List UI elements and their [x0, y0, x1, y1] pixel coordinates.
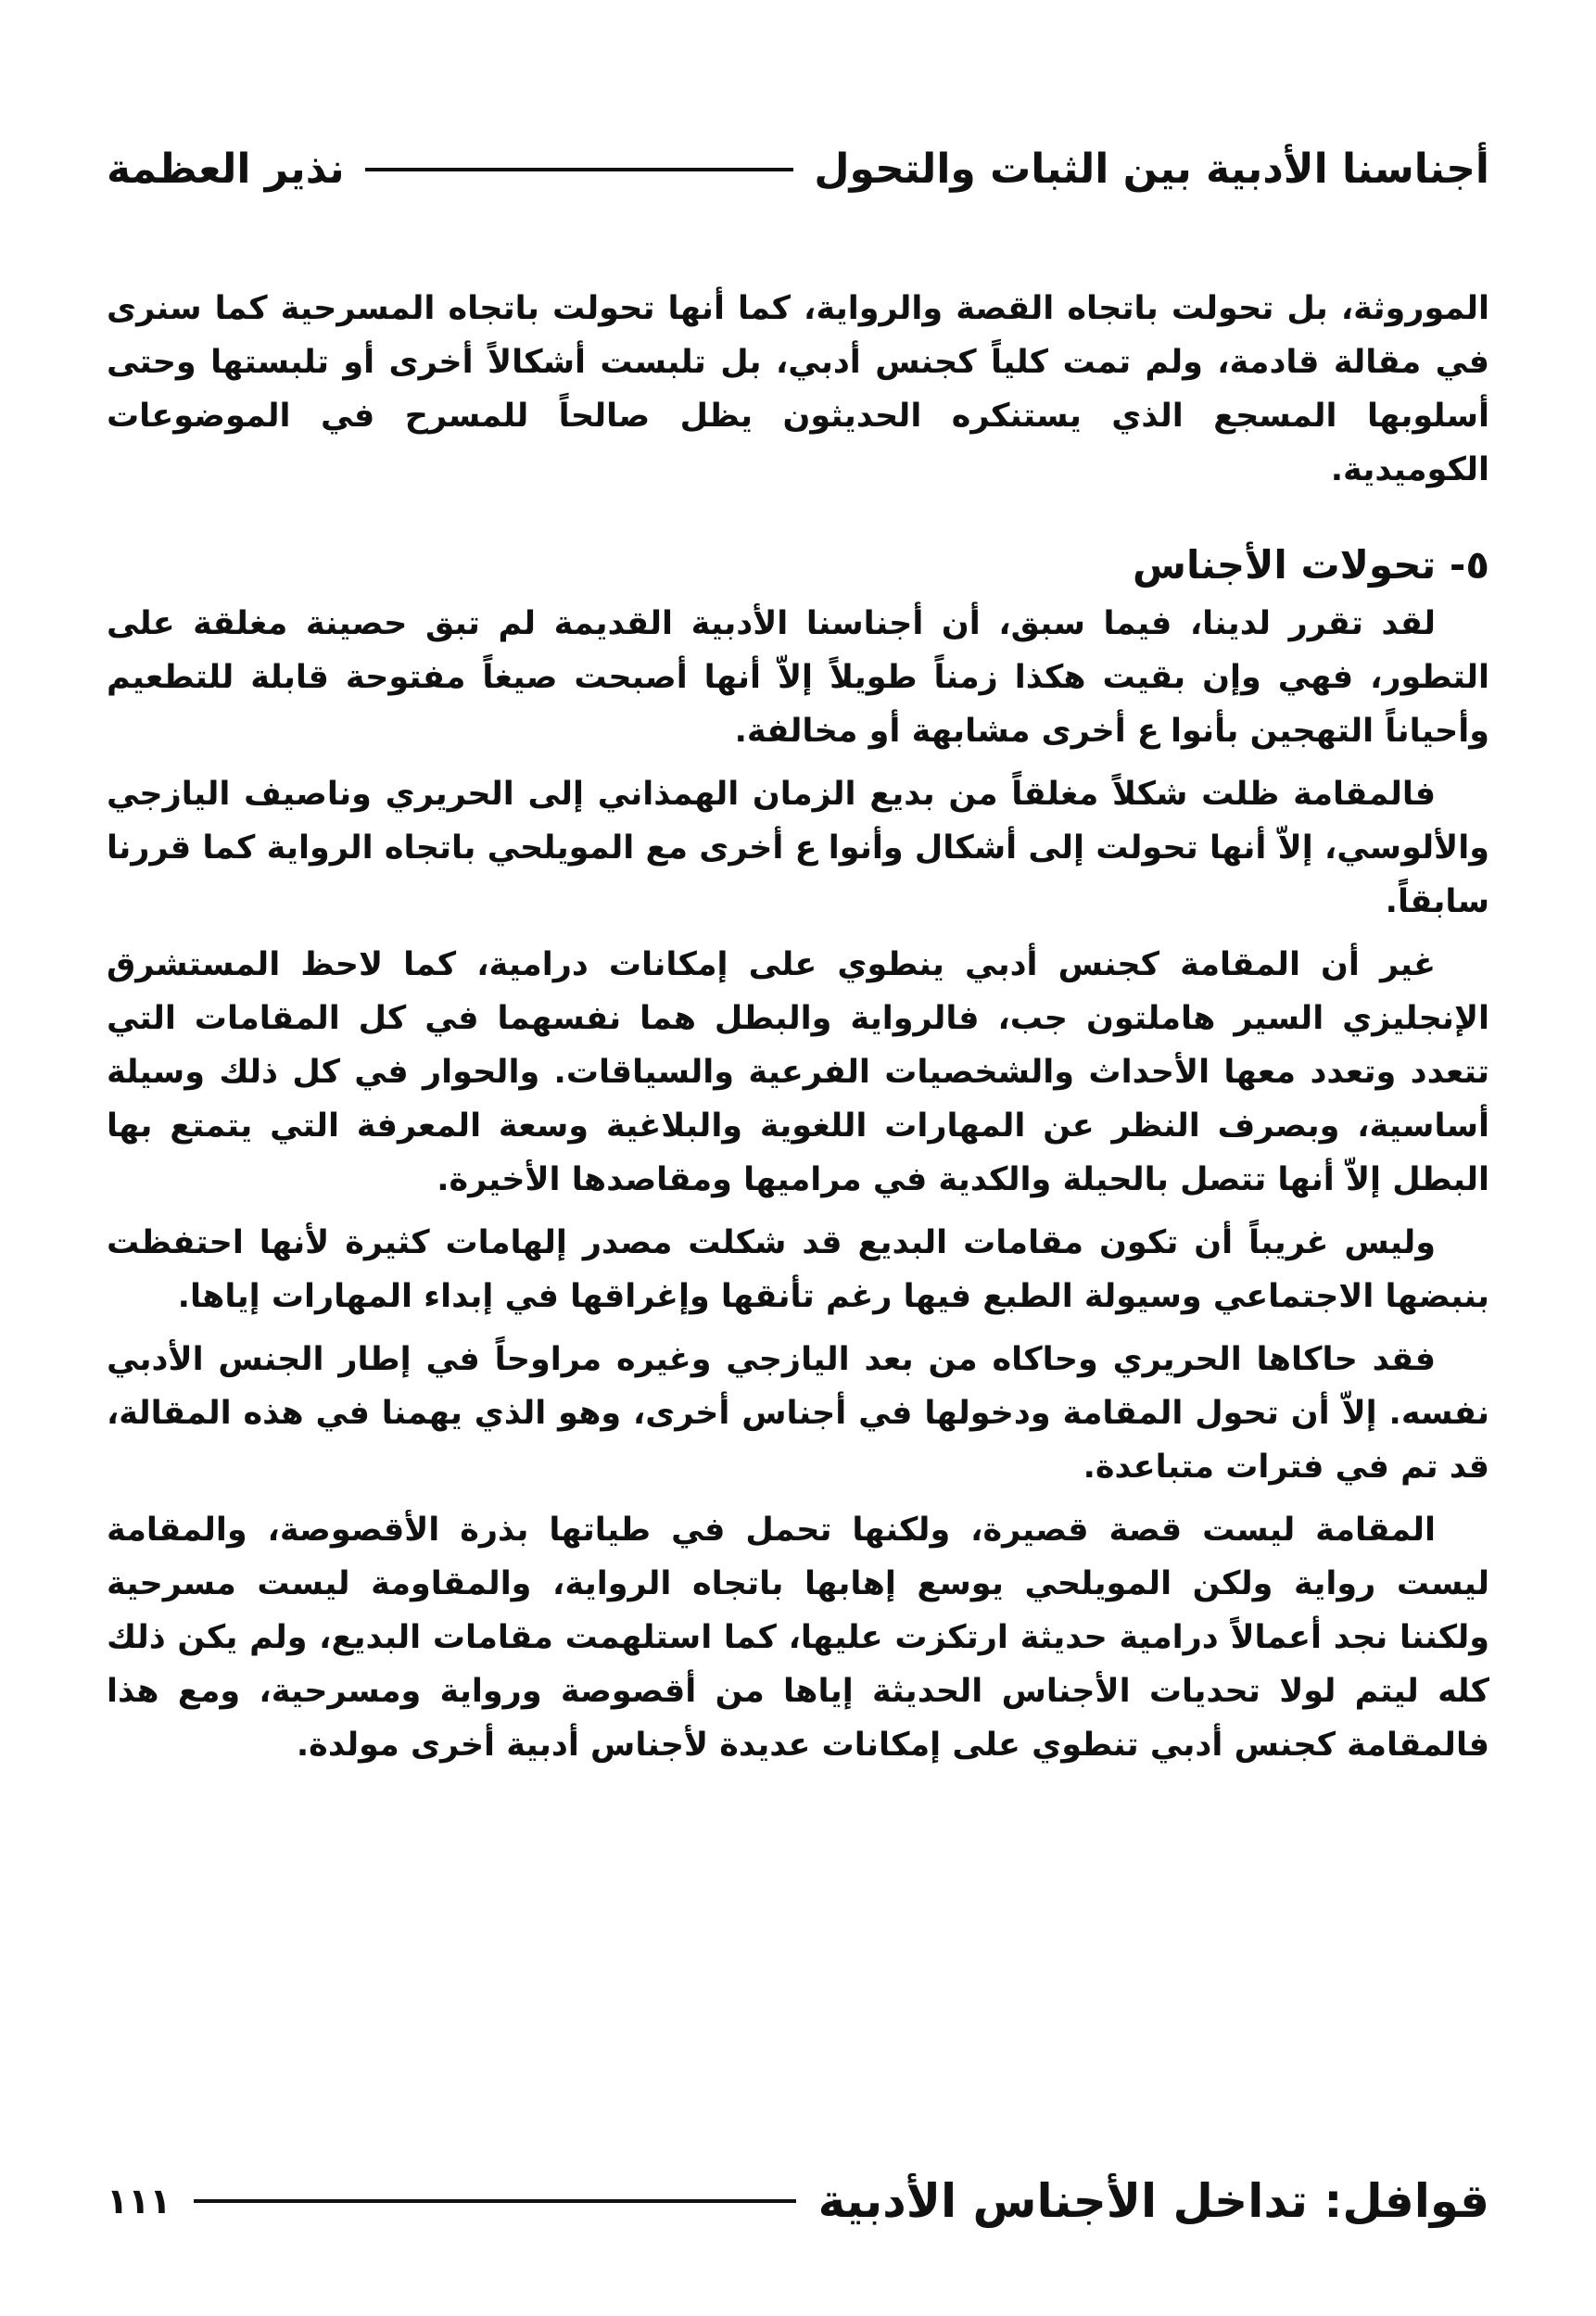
- author-name: نذير العظمة: [107, 146, 345, 193]
- paragraph-3: غير أن المقامة كجنس أدبي ينطوي على إمكانات درامية، كما لاحظ المستشرق الإنجليزي السير هاملتون جب، فالرواية والبطل هما نفسهما في كل المقامات التي تتعدد وتعدد معها الأحداث والشخصيات الفرعية والسياقات. والحوار في كل ذلك وسيلة أساسية، وبصرف النظر عن المهارات اللغوية والبلاغية وسعة المعرفة التي يتمتع بها البطل إلاّ أنها تتصل بالحيلة والكدية في مراميها ومقاصدها الأخيرة.: [107, 946, 1489, 1198]
- opening-paragraph: الموروثة، بل تحولت باتجاه القصة والرواية، كما أنها تحولت باتجاه المسرحية كما سنرى في مقالة قادمة، ولم تمت كلياً كجنس أدبي، بل تلبست أشكالاً أخرى أو تلبستها وحتى أسلوبها المسجع الذي يستنكره الحديثون يظل صالحاً للمسرح في الموضوعات الكوميدية.: [107, 290, 1489, 488]
- paragraph-4: وليس غريباً أن تكون مقامات البديع قد شكلت مصدر إلهامات كثيرة لأنها احتفظت بنبضها الاجتماعي وسيولة الطبع فيها رغم تأنقها وإغراقها في إبداء المهارات إياها.: [107, 1224, 1489, 1315]
- paragraph-1: لقد تقرر لدينا، فيما سبق، أن أجناسنا الأدبية القديمة لم تبق حصينة مغلقة على التطور، فهي وإن بقيت هكذا زمناً طويلاً إلاّ أنها أصبحت صيغاً مفتوحة قابلة للتطعيم وأحياناً التهجين بأنوا ع أخرى مشابهة أو مخالفة.: [107, 605, 1489, 750]
- page-number: ١١١: [107, 2181, 171, 2221]
- page-body: [107, 282, 1489, 2061]
- section-heading: ٥- تحولات الأجناس: [1133, 542, 1489, 588]
- paragraph-6: المقامة ليست قصة قصيرة، ولكنها تحمل في طياتها بذرة الأقصوصة، والمقامة ليست رواية ولكن المويلحي يوسع إهابها باتجاه الرواية، والمقاومة ليست مسرحية ولكننا نجد أعمالاً درامية حديثة ارتكزت عليها، كما استلهمت مقامات البديع، ولم يكن ذلك كله ليتم لولا تحديات الأجناس الحديثة إياها من أقصوصة ورواية ومسرحية، ومع هذا فالمقامة كجنس أدبي تنطوي على إمكانات عديدة لأجناس أدبية أخرى مولدة.: [107, 1512, 1489, 1764]
- paragraph-2: فالمقامة ظلت شكلاً مغلقاً من بديع الزمان الهمذاني إلى الحريري وناصيف اليازجي والألوسي، إلاّ أنها تحولت إلى أشكال وأنوا ع أخرى مع المويلحي باتجاه الرواية كما قررنا سابقاً.: [107, 776, 1489, 920]
- article-title: أجناسنا الأدبية بين الثبات والتحول: [814, 146, 1489, 193]
- running-header: [107, 139, 1489, 200]
- paragraph-5: فقد حاكاها الحريري وحاكاه من بعد اليازجي وغيره مراوحاً في إطار الجنس الأدبي نفسه. إلاّ أن تحول المقامة ودخولها في أجناس أخرى، وهو الذي يهمنا في هذه المقالة، قد تم في فترات متباعدة.: [107, 1341, 1489, 1486]
- header-rule: [365, 168, 794, 171]
- footer-rule: [194, 2199, 796, 2203]
- running-footer: [107, 2169, 1489, 2234]
- journal-title: قوافل: تداخل الأجناس الأدبية: [817, 2174, 1489, 2228]
